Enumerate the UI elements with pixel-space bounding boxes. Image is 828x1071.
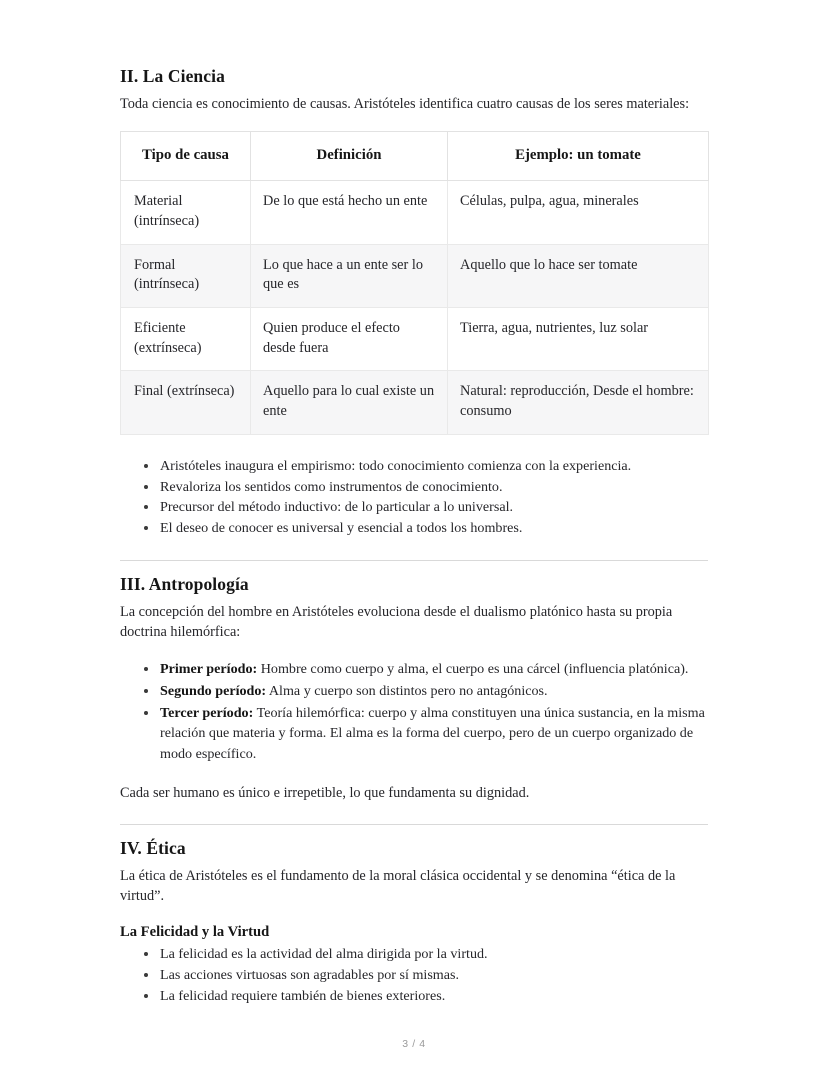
period-text: Teoría hilemórfica: cuerpo y alma constituyen una única sustancia, en la misma relación que materia y forma. El alma es la forma del cuerpo, pero de un cuerpo organizado de modo específico. bbox=[160, 704, 705, 762]
list-item-primer-periodo bbox=[160, 659, 708, 680]
cell-definicion: Aquello para lo cual existe un ente bbox=[251, 371, 448, 434]
table-row bbox=[121, 181, 709, 244]
table-row bbox=[121, 307, 709, 370]
paragraph-antropologia-intro: La concepción del hombre en Aristóteles evoluciona desde el dualismo platónico hasta su propia doctrina hilemórfica: bbox=[120, 603, 673, 640]
document-content bbox=[120, 66, 708, 1007]
heading-la-ciencia: II. La Ciencia bbox=[120, 66, 225, 86]
section-antropologia bbox=[120, 574, 708, 803]
heading-antropologia: III. Antropología bbox=[120, 573, 249, 594]
table-header-ejemplo: Ejemplo: un tomate bbox=[448, 132, 709, 181]
section-etica bbox=[120, 838, 708, 1007]
cell-ejemplo: Natural: reproducción, Desde el hombre: consumo bbox=[448, 371, 709, 434]
period-text: Alma y cuerpo son distintos pero no antagónicos. bbox=[266, 682, 548, 699]
section-la-ciencia bbox=[120, 66, 708, 539]
period-lead-label: Primer período: bbox=[160, 661, 258, 678]
list-ciencia-puntos bbox=[120, 456, 708, 539]
list-item: El deseo de conocer es universal y esencial a todos los hombres. bbox=[160, 518, 708, 539]
list-item: Las acciones virtuosas son agradables por sí mismas. bbox=[160, 965, 708, 986]
cell-tipo: Eficiente (extrínseca) bbox=[121, 307, 251, 370]
page-number-footer: 3 / 4 bbox=[402, 1038, 426, 1050]
list-item: Precursor del método inductivo: de lo particular a lo universal. bbox=[160, 497, 708, 518]
heading-etica: IV. Ética bbox=[120, 837, 186, 858]
paragraph-ciencia-intro: Toda ciencia es conocimiento de causas. Aristóteles identifica cuatro causas de los seres materiales: bbox=[120, 95, 690, 112]
list-item: La felicidad requiere también de bienes exteriores. bbox=[160, 986, 708, 1007]
cell-tipo: Formal (intrínseca) bbox=[121, 244, 251, 307]
paragraph-etica-intro: La ética de Aristóteles es el fundamento de la moral clásica occidental y se denomina “ética de la virtud”. bbox=[120, 867, 676, 905]
table-row bbox=[121, 244, 709, 307]
cell-tipo: Final (extrínseca) bbox=[121, 371, 251, 434]
table-header-row bbox=[121, 132, 709, 181]
cell-ejemplo: Tierra, agua, nutrientes, luz solar bbox=[448, 307, 709, 370]
table-cuatro-causas bbox=[120, 131, 709, 435]
cell-definicion: De lo que está hecho un ente bbox=[251, 181, 448, 244]
period-text: Hombre como cuerpo y alma, el cuerpo es una cárcel (influencia platónica). bbox=[257, 661, 689, 678]
period-lead-label: Segundo período: bbox=[160, 682, 267, 699]
heading-felicidad-virtud: La Felicidad y la Virtud bbox=[120, 924, 270, 941]
list-item: Aristóteles inaugura el empirismo: todo conocimiento comienza con la experiencia. bbox=[160, 456, 708, 477]
table-header-tipo-de-causa: Tipo de causa bbox=[121, 132, 251, 181]
paragraph-antropologia-closing: Cada ser humano es único e irrepetible, lo que fundamenta su dignidad. bbox=[120, 784, 530, 801]
cell-tipo: Material (intrínseca) bbox=[121, 181, 251, 244]
table-body bbox=[121, 181, 709, 435]
table-head bbox=[121, 132, 709, 181]
list-felicidad-virtud bbox=[120, 944, 708, 1006]
table-header-definicion: Definición bbox=[251, 132, 448, 181]
list-periodos bbox=[120, 659, 708, 765]
cell-ejemplo: Células, pulpa, agua, minerales bbox=[448, 181, 709, 244]
table-row bbox=[121, 371, 709, 434]
list-item: Revaloriza los sentidos como instrumentos de conocimiento. bbox=[160, 477, 708, 498]
list-item: La felicidad es la actividad del alma dirigida por la virtud. bbox=[160, 944, 708, 965]
list-item-segundo-periodo bbox=[160, 681, 708, 702]
cell-ejemplo: Aquello que lo hace ser tomate bbox=[448, 244, 709, 307]
cell-definicion: Quien produce el efecto desde fuera bbox=[251, 307, 448, 370]
cell-definicion: Lo que hace a un ente ser lo que es bbox=[251, 244, 448, 307]
period-lead-label: Tercer período: bbox=[160, 704, 254, 721]
list-item-tercer-periodo bbox=[160, 703, 708, 765]
